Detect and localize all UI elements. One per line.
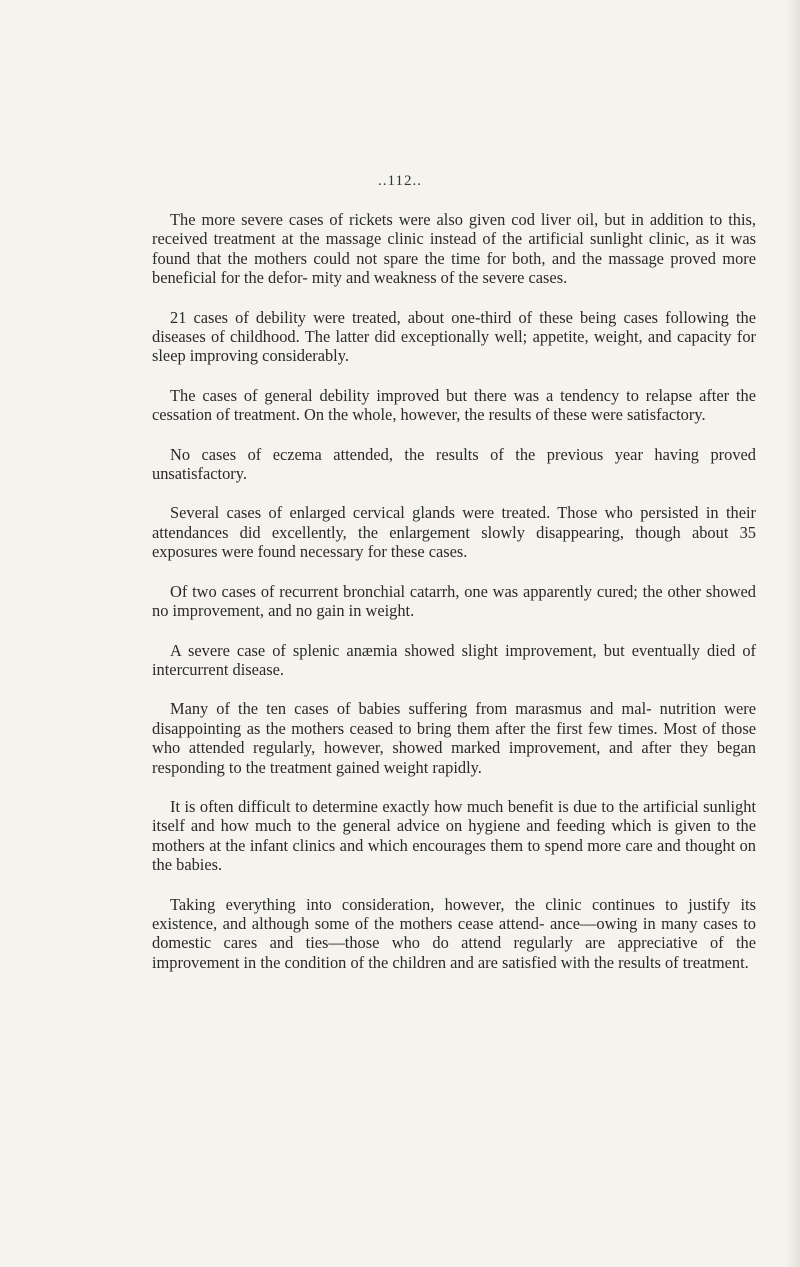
paragraph-conclusion: Taking everything into consideration, however, the clinic continues to justify its existence, and although some of the mothers cease attend- ance—owing in many cases to domestic cares and ties—those who do attend regularly are appreciative of the improvement in the condition of the children and are satisfied with the results of treatment.: [152, 894, 756, 972]
paragraph-benefit-determination: It is often difficult to determine exactly how much benefit is due to the artificial sunlight itself and how much to the general advice on hygiene and feeding which is given to the mothers at the infant clinics and which encourages them to spend more care and thought on the babies.: [152, 796, 756, 875]
paragraph-cervical-glands: Several cases of enlarged cervical glands were treated. Those who persisted in their attendances did excellently, the enlargement slowly disappearing, though about 35 exposures were found necessary for these cases.: [152, 503, 756, 562]
paragraph-rickets: The more severe cases of rickets were also given cod liver oil, but in addition to this, received treatment at the massage clinic instead of the artificial sunlight clinic, as it was found that the mothers could not spare the time for both, and the massage proved more beneficial for the defor- mity and weakness of the severe cases.: [152, 210, 756, 288]
body-text: [152, 210, 756, 992]
page-edge-shadow: [786, 0, 800, 1267]
paragraph-general-debility: The cases of general debility improved but there was a tendency to relapse after the cessation of treatment. On the whole, however, the results of these were satisfactory.: [152, 385, 756, 425]
paragraph-marasmus: Many of the ten cases of babies suffering from marasmus and mal- nutrition were disappointing as the mothers ceased to bring them after the first few times. Most of those who attended regularly, however, showed marked improvement, and after they began responding to the treatment gained weight rapidly.: [152, 699, 756, 777]
paragraph-debility: 21 cases of debility were treated, about one-third of these being cases following the diseases of childhood. The latter did exceptionally well; appetite, weight, and capacity for sleep improving considerably.: [152, 307, 756, 366]
paragraph-eczema: No cases of eczema attended, the results of the previous year having proved unsatisfactory.: [152, 444, 756, 484]
page-number: ..112..: [378, 173, 422, 189]
paragraph-splenic-anaemia: A severe case of splenic anæmia showed slight improvement, but eventually died of intercurrent disease.: [152, 640, 756, 679]
paragraph-bronchial-catarrh: Of two cases of recurrent bronchial catarrh, one was apparently cured; the other showed no improvement, and no gain in weight.: [152, 581, 756, 621]
